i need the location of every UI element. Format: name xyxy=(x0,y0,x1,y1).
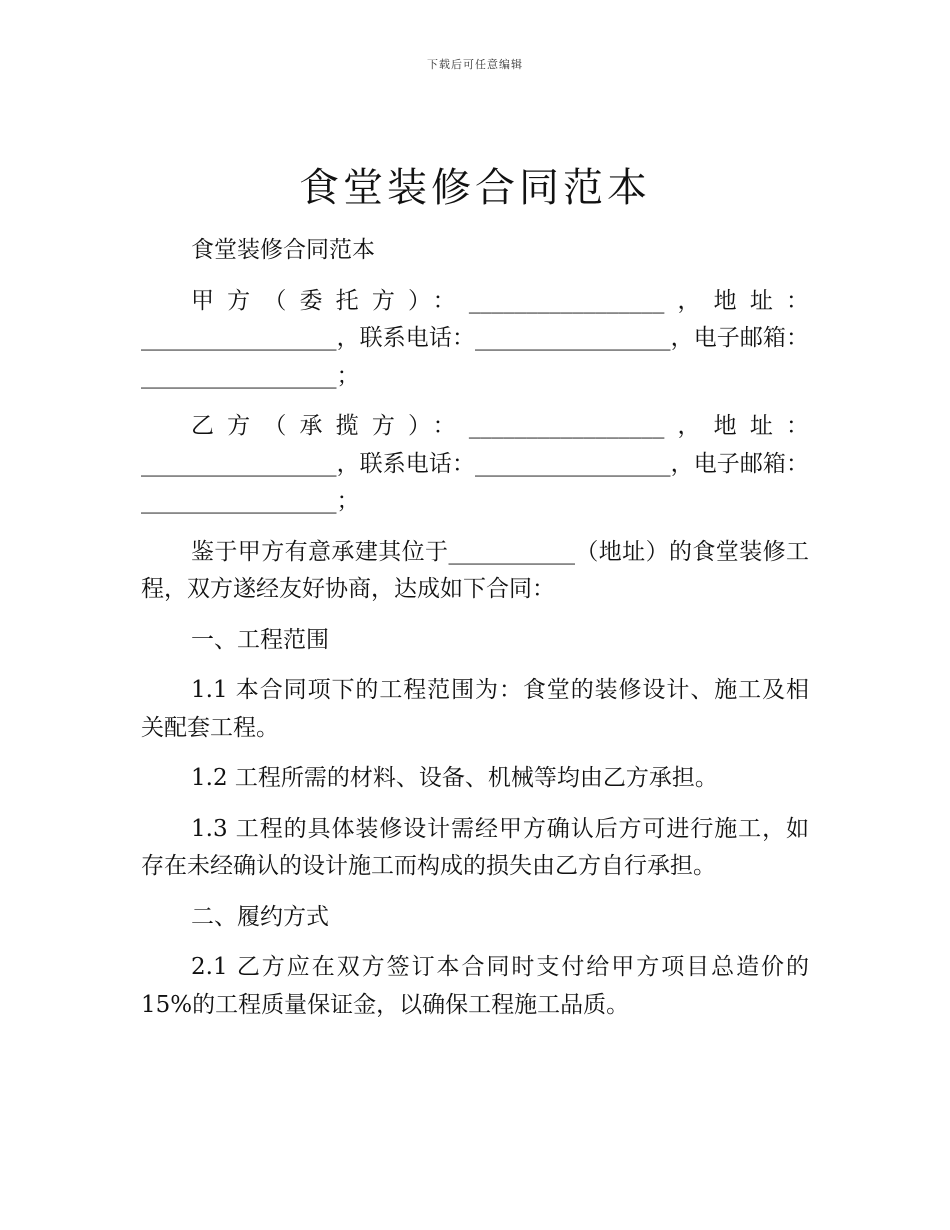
clause-1-2: 1.2 工程所需的材料、设备、机械等均由乙方承担。 xyxy=(191,765,718,791)
clause-1-3: 1.3 工程的具体装修设计需经甲方确认后方可进行施工，如存在未经确认的设计施工而构成的损失由乙方自行承担。 xyxy=(141,815,809,879)
clause-1-1: 1.1 本合同项下的工程范围为：食堂的装修设计、施工及相关配套工程。 xyxy=(141,677,809,741)
party-a-paragraph: 甲方（委托方）：_________________，地址：_________________，联系电话：_________________，电子邮箱：_________________； xyxy=(141,287,809,389)
section-heading-scope: 一、工程范围 xyxy=(191,626,329,653)
document-title: 食堂装修合同范本 xyxy=(299,165,651,211)
page-header-note: 下载后可任意编辑 xyxy=(427,58,523,71)
document-body xyxy=(141,232,809,1037)
preamble-paragraph: 鉴于甲方有意承建其位于___________（地址）的食堂装修工程，双方遂经友好协商，达成如下合同： xyxy=(141,538,809,602)
party-b-paragraph: 乙方（承揽方）：_________________，地址：_________________，联系电话：_________________，电子邮箱：_________________； xyxy=(141,413,809,514)
clause-2-1: 2.1 乙方应在双方签订本合同时支付给甲方项目总造价的15%的工程质量保证金，以确保工程施工品质。 xyxy=(141,954,809,1018)
subtitle-paragraph: 食堂装修合同范本 xyxy=(191,237,375,263)
section-heading-performance: 二、履约方式 xyxy=(191,903,329,930)
